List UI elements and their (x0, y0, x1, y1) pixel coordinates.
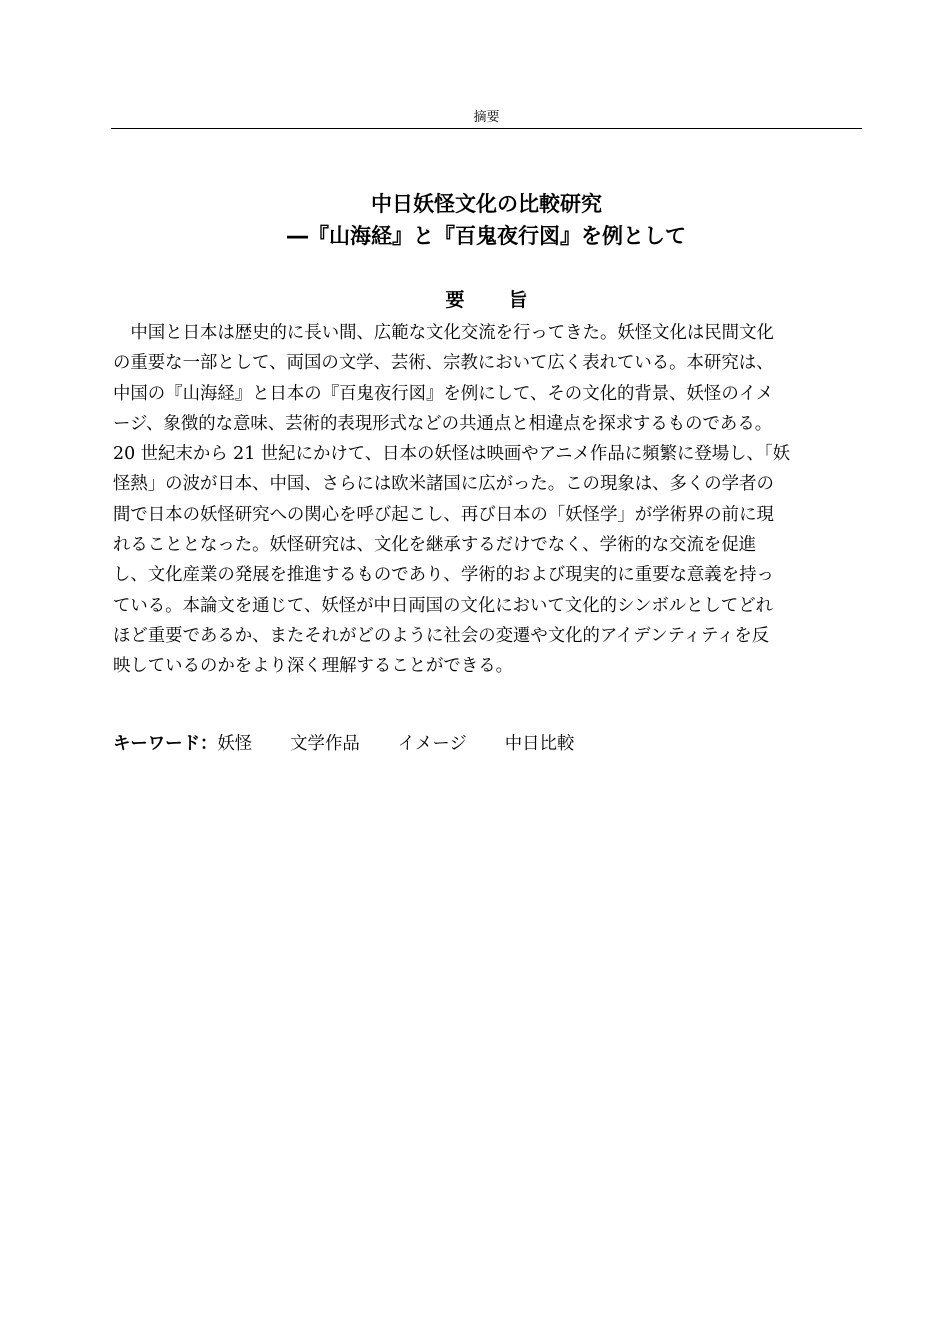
subtitle: ―『山海経』と『百鬼夜行図』を例として (287, 224, 686, 248)
main-title: 中日妖怪文化の比較研究 (371, 192, 602, 216)
header-rule (111, 128, 862, 129)
abstract-line: れることとなった。妖怪研究は、文化を継承するだけでなく、学術的な交流を促進 (113, 535, 757, 556)
running-header: 摘要 (473, 110, 500, 125)
abstract-line: 映しているのかをより深く理解することができる。 (113, 656, 513, 677)
keyword: 妖怪 (217, 734, 253, 754)
abstract-line: 中国の『山海経』と日本の『百鬼夜行図』を例にして、その文化的背景、妖怪のイメ (113, 383, 774, 404)
abstract-line: 怪熱」の波が日本、中国、さらには欧米諸国に広がった。この現象は、多くの学者の (113, 474, 774, 495)
abstract-line: し、文化産業の発展を推進するものであり、学術的および現実的に重要な意義を持っ (113, 565, 774, 586)
abstract-line: ている。本論文を通じて、妖怪が中日両国の文化において文化的シンボルとしてどれ (113, 595, 774, 616)
abstract-heading (111, 286, 862, 314)
abstract-line: 20 世紀末から 21 世紀にかけて、日本の妖怪は映画やアニメ作品に頻繁に登場し、「妖 (113, 444, 790, 465)
title-block (111, 188, 862, 252)
keyword: 文学作品 (290, 734, 360, 754)
abstract-line: の重要な一部として、両国の文学、芸術、宗教において広く表れている。本研究は、 (113, 353, 774, 374)
keywords-label: キーワード： (113, 734, 218, 754)
abstract-line: ほど重要であるか、またそれがどのように社会の変遷や文化的アイデンティティを反 (113, 625, 770, 646)
keywords (113, 729, 849, 759)
abstract-line: 間で日本の妖怪研究への関心を呼び起こし、再び日本の「妖怪学」が学術界の前に現 (113, 504, 774, 525)
abstract-line: ージ、象徴的な意味、芸術的表現形式などの共通点と相違点を探求するものである。 (113, 413, 773, 434)
abstract-line: 中国と日本は歴史的に長い間、広範な文化交流を行ってきた。妖怪文化は民間文化 (113, 323, 774, 343)
abstract-heading-first-char: 要 (445, 289, 465, 311)
abstract-heading-second-char: 旨 (508, 289, 528, 311)
keyword: イメージ (397, 734, 467, 754)
abstract-body (113, 318, 849, 682)
keyword: 中日比較 (504, 734, 575, 754)
